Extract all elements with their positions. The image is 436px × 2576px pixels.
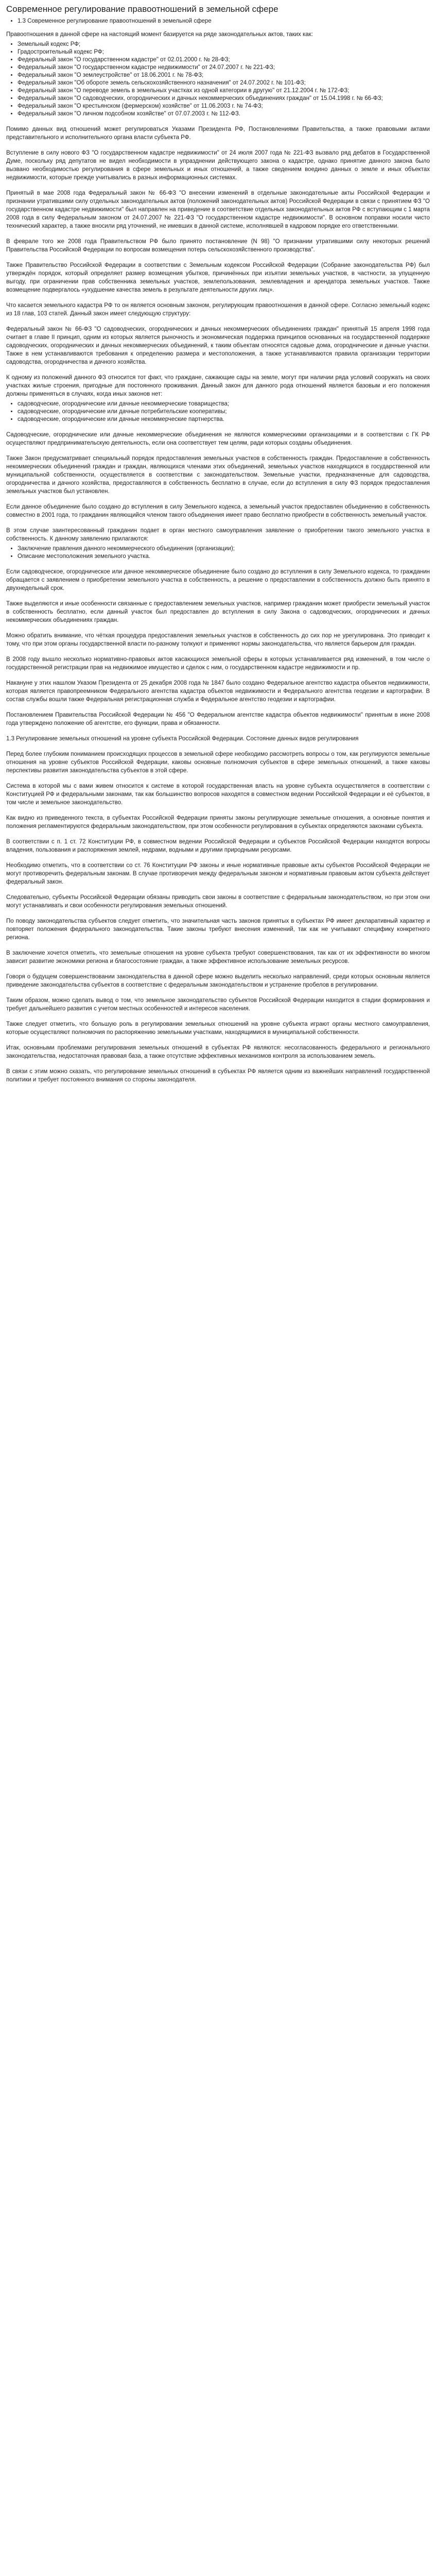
list-item: • садоводческие, огороднические или дачные некоммерческие товарищества;: [18, 400, 430, 408]
paragraph: Также выделяются и иные особенности связанные с предоставлением земельных участков, например гражданин может приобрести земельный участок в собственность бесплатно, если данный участок был предоставлен до вступления в силу Закона о садоводческих, огороднических и дачных некоммерческих объединениях граждан.: [6, 601, 430, 623]
toc-item-label[interactable]: 1.3 Современное регулирование правоотношений в земельной сфере: [18, 18, 212, 24]
paragraph: В связи с этим можно сказать, что регулирование земельных отношений в субъектах РФ является одним из важнейших направлений государственной политики и требует постоянного внимания со стороны законодателя.: [6, 1069, 430, 1083]
list-item: • Федеральный закон "О садоводческих, огороднических и дачных некоммерческих объединениях граждан" от 15.04.1998 г. № 66-ФЗ;: [18, 95, 430, 103]
paragraph: Вступление в силу нового ФЗ "О государственном кадастре недвижимости" от 24 июля 2007 года № 221-ФЗ вызвало ряд дебатов в Государственной Думе, поскольку ряд депутатов не видел необходимости в упразднении действующего закона о кадастре, однако принятие данного закона было вызвано необходимостью регулирования в сфере земельных и иных отношений, а также сведением воедино данных о земле и иных объектах недвижимости, которые прежде учитывались в разных информационных системах.: [6, 150, 430, 181]
paragraph: В этом случае заинтересованный гражданин подает в орган местного самоуправления заявление о приобретении такого земельного участка в собственность. К данному заявлению прилагаются:: [6, 528, 430, 542]
paragraph: В заключение хочется отметить, что земельные отношения на уровне субъекта требуют совершенствования, так как от их эффективности во многом зависит развитие экономики региона и благосостояние граждан, а также эффективное использование земельных ресурсов.: [6, 950, 430, 964]
list-item: • садоводческие, огороднические или дачные некоммерческие партнерства.: [18, 416, 430, 423]
paragraph: Также следует отметить, что большую роль в регулировании земельных отношений на уровне субъекта играют органы местного самоуправления, которые осуществляют полномочия по распоряжению земельными участками, находящимися в муниципальной собственности.: [6, 1021, 430, 1036]
list-item: • Федеральный закон "О крестьянском (фермерском) хозяйстве" от 11.06.2003 г. № 74-ФЗ;: [18, 103, 430, 110]
paragraph: В феврале того же 2008 года Правительством РФ было принято постановление (N 98) "О признании утратившими силу некоторых решений Правительства Российской Федерации по вопросам возмещения потерь сельскохозяйственного производства".: [6, 239, 430, 253]
toc-item[interactable]: [18, 18, 430, 25]
paragraph: Если садоводческое, огородническое или дачное некоммерческое объединение было создано до вступления в силу Земельного кодекса, то гражданин обращается с заявлением о приобретении земельного участка в собственность, а решение о предоставлении в собственность должно быть принято в двухнедельный срок.: [6, 569, 430, 591]
paragraph: Как видно из приведенного текста, в субъектах Российской Федерации приняты законы регулирующие земельные отношения, а основные понятия и положения регламентируются федеральным законодательством, при этом особенности регулирования в субъектах определяются законами субъекта.: [6, 815, 430, 829]
paragraph: Федеральный закон № 66-ФЗ "О садоводческих, огороднических и дачных некоммерческих объединениях граждан" принятый 15 апреля 1998 года считает в главе II принцип, одним из которых является рыночность и экономическая поддержка принципов основанных на государственной поддержке садоводческих, огороднических и дачных некоммерческих объединений, к таким объектам относятся садовые дома, огороднические и дачные участки. Также в нем устанавливаются требования к определению размера и местоположения, а также устанавливаются правила организации территории садоводства, огородничества и дачного хозяйства.: [6, 326, 430, 365]
paragraph: Принятый в мае 2008 года Федеральный закон № 66-ФЗ "О внесении изменений в отдельные законодательные акты Российской Федерации и признании утратившими силу отдельных законодательных актов (положений законодательных актов) Российской Федерации в связи с принятием ФЗ "О государственном кадастре недвижимости" был направлен на приведение в соответствие отдельных законодательных актов РФ с вступающим с 1 марта 2008 года в силу Федеральным законом от 24.07.2007 № 221-ФЗ "О государственном кадастре недвижимости". В основном поправки носили чисто технический характер, а также вносили ряд уточнений, не имевших в данной системе, исполнявшей в кадровом порядке его ответственными.: [6, 190, 430, 229]
list-item: • Федеральный закон "О государственном кадастре" от 02.01.2000 г. № 28-ФЗ;: [18, 56, 430, 64]
paragraph: Также Закон предусматривает специальный порядок предоставления земельных участков в собственность граждан. Предоставление в собственность некоммерческих объединений граждан и граждан, являющихся членами этих объединений, земельных участков находящихся в государственной или муниципальной собственности, осуществляется в соответствии с законодательством. Земельные участки, предназначенные для садоводства, огородничества и дачного хозяйства, предоставляются в собственность бесплатно в случае, если до вступления в силу ФЗ порядок предоставления земельных участков был установлен.: [6, 455, 430, 495]
list-item: • Описание местоположения земельного участка.: [18, 553, 430, 561]
paragraph: Необходимо отметить, что в соответствии со ст. 76 Конституции РФ законы и иные нормативные правовые акты субъектов Российской Федерации не могут противоречить федеральным законам. В случае противоречия между федеральным законом и нормативным правовым актом субъекта действует федеральный закон.: [6, 862, 430, 885]
document-page: [0, 0, 436, 1096]
paragraph: Постановлением Правительства Российской Федерации № 456 "О Федеральном агентстве кадастра объектов недвижимости" принятым в июне 2008 года утверждено положение об агентстве, его функции, права и обязанности.: [6, 712, 430, 726]
article-body: [6, 30, 430, 1084]
paragraph: Садоводческие, огороднические или дачные некоммерческие объединения не являются коммерческими организациями и в соответствии с ГК РФ осуществляют предпринимательскую деятельность, если она соответствует тем целям, ради которых созданы объединения.: [6, 432, 430, 446]
paragraph: В 2008 году вышло несколько нормативно-правовых актов касающихся земельной сферы в которых устанавливается ряд изменений, в том числе о государственной регистрации прав на недвижимое имущество и сделок с ним, о государственном кадастре недвижимости и пр.: [6, 656, 430, 671]
paragraph: К одному из положений данного ФЗ относится тот факт, что граждане, сажающие сады на земле, могут при наличии ряда условий сооружать на своих участках жилые строения, пригодные для постоянного проживания. Данный закон для данного рода отношений является базовым и его положения должны применяться в случаях, когда иных законов нет:: [6, 375, 430, 397]
paragraph: Если данное объединение было создано до вступления в силу Земельного кодекса, а земельный участок предоставлен объединению в собственность совместно в 2001 года, то гражданин являющийся членом такого объединения имеет право бесплатно приобрести в собственность земельный участок.: [6, 504, 430, 518]
paragraph: Правоотношения в данной сфере на настоящий момент базируется на ряде законодательных актов, таких как:: [6, 31, 313, 38]
paragraph: Помимо данных вид отношений может регулироваться Указами Президента РФ, Постановлениями Правительства, а также правовыми актами представительного и исполнительного органа власти субъекта РФ.: [6, 126, 430, 141]
list-item: • Земельный кодекс РФ;: [18, 41, 430, 48]
paragraph: Что касается земельного кадастра РФ то он является основным законом, регулирующим правоотношения в данной сфере. Согласно земельный кодекс из 18 глав, 103 статей. Данный закон имеет следующую структуру:: [6, 302, 430, 317]
section-heading: 1.3 Регулирование земельных отношений на уровне субъекта Российской Федерации. Состояние данных видов регулирования: [6, 736, 359, 742]
list-item: • Федеральный закон "О переводе земель в земельных участках из одной категории в другую" от 21.12.2004 г. № 172-ФЗ;: [18, 87, 430, 95]
paragraph: Можно обратить внимание, что чёткая процедура предоставления земельных участков в собственность до сих пор не урегулирована. Это приводит к тому, что при этом органы государственной власти по-разному толкуют и применяют нормы законодательства, что является барьером для граждан.: [6, 633, 430, 647]
list-item: • Федеральный закон "О землеустройстве" от 18.06.2001 г. № 78-ФЗ;: [18, 72, 430, 79]
paragraph: По поводу законодательства субъектов следует отметить, что значительная часть законов принятых в субъектах РФ имеет декларативный характер и повторяет положения федерального законодательства. Такие законы требуют внесения изменений, так как не учитывают специфику конкретного региона.: [6, 918, 430, 941]
paragraph: Итак, основными проблемами регулирования земельных отношений в субъектах РФ являются: несогласованность федерального и регионального законодательства, недостаточная правовая база, а также отсутствие эффективных механизмов контроля за использованием земель.: [6, 1045, 430, 1059]
list-item: • Федеральный закон "О личном подсобном хозяйстве" от 07.07.2003 г. № 112-ФЗ.: [18, 110, 430, 118]
list-item: • Заключение правления данного некоммерческого объединения (организации);: [18, 545, 430, 553]
table-of-contents: [6, 18, 430, 25]
associations-list: [6, 400, 430, 423]
paragraph: Таким образом, можно сделать вывод о том, что земельное законодательство субъектов Российской Федерации находится в стадии формирования и требует дальнейшего развития с учетом местных особенностей и интересов населения.: [6, 997, 430, 1012]
list-item: • Федеральный закон "О государственном кадастре недвижимости" от 24.07.2007 г. № 221-ФЗ;: [18, 64, 430, 72]
list-item: • Градостроительный кодекс РФ;: [18, 48, 430, 56]
laws-list: [6, 41, 430, 118]
paragraph: Накануне у этих нашлом Указом Президента от 25 декабря 2008 года № 1847 было создано Федеральное агентство кадастра объектов недвижимости, которая является правопреемником Федерального агентства кадастра объектов недвижимости и Федерального агентства геодезии и картографии. В состав службы вошли также Федеральная регистрационная служба и Федеральное агентство геодезии и картографии.: [6, 680, 430, 703]
attachments-list: [6, 545, 430, 561]
list-item: • садоводческие, огороднические или дачные потребительские кооперативы;: [18, 408, 430, 416]
list-item: • Федеральный закон "Об обороте земель сельскохозяйственного назначения" от 24.07.2002 г. № 101-ФЗ;: [18, 79, 430, 87]
paragraph: Также Правительство Российской Федерации в соответствии с Земельным кодексом Российской Федерации (Собрание законодательства РФ) был утверждён порядок, который определяет размер возмещения убытков, причинённых при изъятии земельных участков, в частности, за упущенную выгоду, при ограничении прав собственника земельных участков, землепользования, землевладения и арендатора земельных участков. Также возмещение подвергалось «ухудшение качества земель в результате деятельности других лиц».: [6, 262, 430, 293]
paragraph: В соответствии с п. 1 ст. 72 Конституции РФ, в совместном ведении Российской Федерации и субъектов Российской Федерации находятся вопросы владения, пользования и распоряжения землей, недрами, водными и другими природными ресурсами.: [6, 839, 430, 853]
paragraph: Следовательно, субъекты Российской Федерации обязаны приводить свои законы в соответствие с федеральным законодательством, но при этом они могут устанавливать и свои особенности регулирования земельных отношений.: [6, 894, 430, 909]
paragraph: Система в которой мы с вами живем относится к системе в которой государственная власть на уровне субъекта осуществляется в соответствии с Конституцией РФ и федеральными законами, так как большинство вопросов находятся в совместном ведении Российской Федерации и её субъектов, в том числе и земельное законодательство.: [6, 783, 430, 806]
paragraph: Перед более глубоким пониманием происходящих процессов в земельной сфере необходимо рассмотреть вопросы о том, как регулируются земельные отношения на уровне субъектов Российской Федерации, каковы основные полномочия субъектов в сфере земельных отношений, а также каковы перспективы развития законодательства субъектов в этой сфере.: [6, 751, 430, 774]
paragraph: Говоря о будущем совершенствовании законодательства в данной сфере можно выделить несколько направлений, среди которых основным является приведение законодательства субъектов в соответствие с федеральным законодательством и устранение пробелов в регулировании.: [6, 974, 430, 988]
page-title: Современное регулирование правоотношений в земельной сфере: [6, 4, 278, 14]
